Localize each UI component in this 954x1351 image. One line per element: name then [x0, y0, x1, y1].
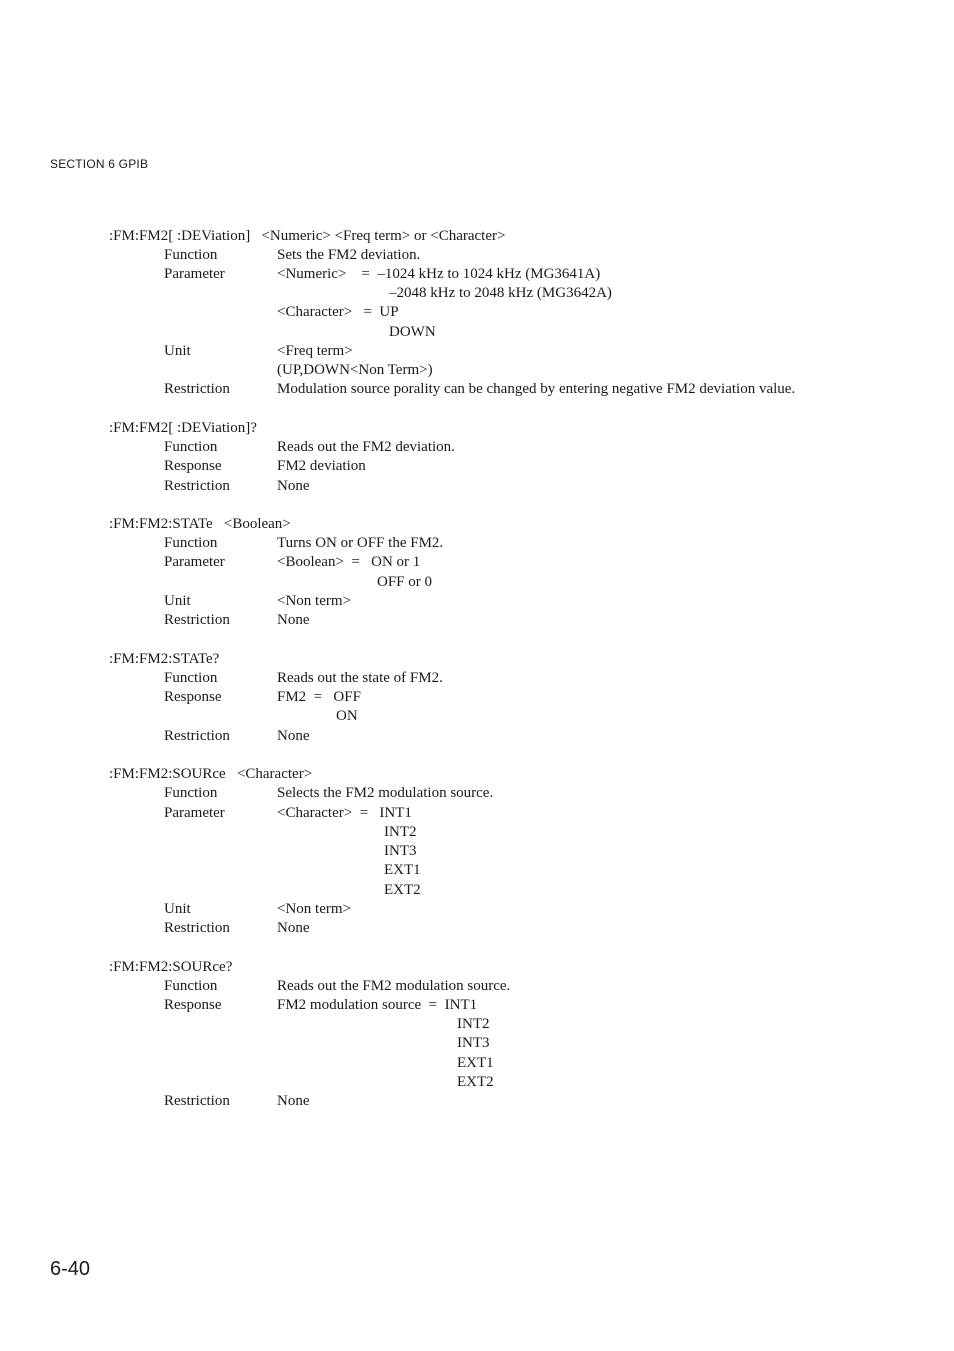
- field-label: Restriction: [164, 920, 230, 936]
- field-value: <Freq term>: [277, 343, 353, 359]
- field-label: Parameter: [164, 554, 225, 570]
- field-value: Reads out the FM2 modulation source.: [277, 978, 511, 994]
- field-label: Response: [164, 458, 222, 474]
- field-value: <Non term>: [277, 901, 351, 917]
- field-value: None: [277, 728, 310, 744]
- field-value: None: [277, 612, 310, 628]
- field-value-continuation: ON: [336, 708, 358, 724]
- field-label: Unit: [164, 343, 191, 359]
- field-value-continuation: EXT1: [384, 862, 421, 878]
- field-value: <Character> = INT1: [277, 805, 412, 821]
- section-header: SECTION 6 GPIB: [50, 157, 149, 171]
- field-label: Function: [164, 439, 218, 455]
- field-label: Restriction: [164, 612, 230, 628]
- field-value: Modulation source porality can be changed by entering negative FM2 deviation value.: [277, 381, 796, 397]
- field-value-continuation: INT2: [384, 824, 417, 840]
- field-value: Reads out the FM2 deviation.: [277, 439, 455, 455]
- field-value-continuation: EXT1: [457, 1055, 494, 1071]
- field-label: Response: [164, 689, 222, 705]
- field-value: Selects the FM2 modulation source.: [277, 785, 494, 801]
- field-label: Unit: [164, 593, 191, 609]
- field-label: Restriction: [164, 1093, 230, 1109]
- field-label: Restriction: [164, 478, 230, 494]
- field-value-continuation: INT2: [457, 1016, 490, 1032]
- command-source-set: :FM:FM2:SOURce <Character>: [109, 766, 313, 782]
- field-value-continuation: INT3: [384, 843, 417, 859]
- field-label: Function: [164, 978, 218, 994]
- field-label: Restriction: [164, 381, 230, 397]
- field-value-continuation: INT3: [457, 1035, 490, 1051]
- field-label: Response: [164, 997, 222, 1013]
- field-label: Function: [164, 670, 218, 686]
- field-label: Parameter: [164, 805, 225, 821]
- field-value: None: [277, 478, 310, 494]
- command-state-set: :FM:FM2:STATe <Boolean>: [109, 516, 291, 532]
- command-deviation-query: :FM:FM2[ :DEViation]?: [109, 420, 257, 436]
- field-label: Function: [164, 535, 218, 551]
- field-label: Restriction: [164, 728, 230, 744]
- field-label: Function: [164, 247, 218, 263]
- command-source-query: :FM:FM2:SOURce?: [109, 959, 233, 975]
- field-value: None: [277, 920, 310, 936]
- field-value: (UP,DOWN<Non Term>): [277, 362, 433, 378]
- field-value: <Boolean> = ON or 1: [277, 554, 421, 570]
- field-value-continuation: –2048 kHz to 2048 kHz (MG3642A): [389, 285, 612, 301]
- field-value: FM2 = OFF: [277, 689, 361, 705]
- field-value: FM2 deviation: [277, 458, 366, 474]
- command-deviation-set: :FM:FM2[ :DEViation] <Numeric> <Freq term> or <Character>: [109, 228, 506, 244]
- field-label: Parameter: [164, 266, 225, 282]
- field-value-continuation: EXT2: [457, 1074, 494, 1090]
- field-value: Reads out the state of FM2.: [277, 670, 443, 686]
- page-number: 6-40: [50, 1258, 91, 1280]
- field-label: Unit: [164, 901, 191, 917]
- field-value: <Non term>: [277, 593, 351, 609]
- field-value: Turns ON or OFF the FM2.: [277, 535, 444, 551]
- field-value-continuation: DOWN: [389, 324, 436, 340]
- field-value: <Character> = UP: [277, 304, 399, 320]
- field-value-continuation: OFF or 0: [377, 574, 433, 590]
- field-value: <Numeric> = –1024 kHz to 1024 kHz (MG3641A): [277, 266, 601, 282]
- field-value: FM2 modulation source = INT1: [277, 997, 478, 1013]
- field-value: Sets the FM2 deviation.: [277, 247, 421, 263]
- field-value-continuation: EXT2: [384, 882, 421, 898]
- field-value: None: [277, 1093, 310, 1109]
- field-label: Function: [164, 785, 218, 801]
- command-state-query: :FM:FM2:STATe?: [109, 651, 220, 667]
